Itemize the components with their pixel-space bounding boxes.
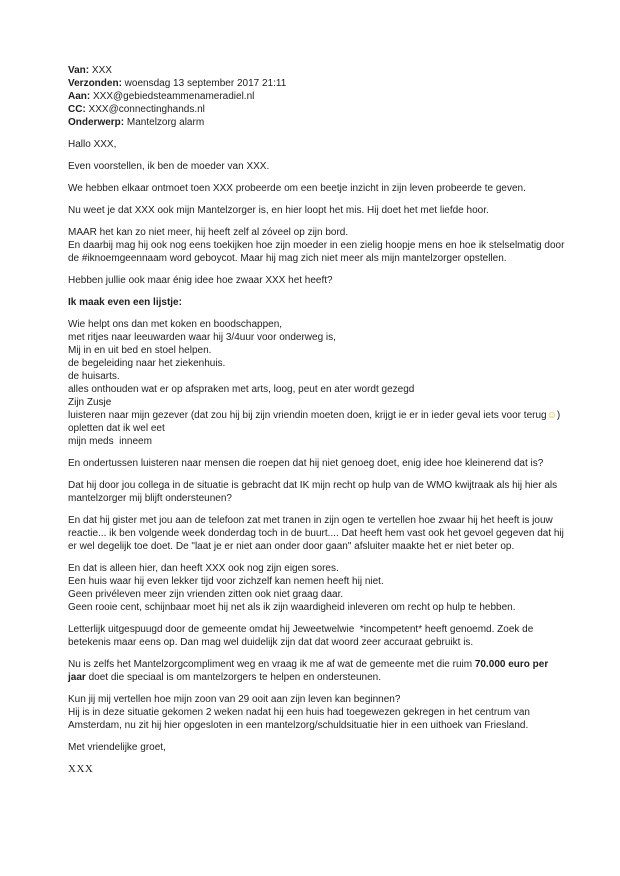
list-item: de huisarts. <box>68 371 120 382</box>
lijstje-titel-text: Ik maak even een lijstje: <box>68 297 182 308</box>
paragraph-sores <box>68 562 568 614</box>
paragraph-mantelzorger <box>68 204 568 217</box>
header-field-onderwerp <box>68 116 568 129</box>
paragraph-maar <box>68 226 568 265</box>
header-label-verzonden: Verzonden: <box>68 78 122 89</box>
header-label-van: Van: <box>68 65 90 76</box>
compliment-text-before: Nu is zelfs het Mantelzorgcompliment weg en vraag ik me af wat de gemeente met die ruim <box>68 659 475 670</box>
sores-line-2: Een huis waar hij even lekker tijd voor zichzelf kan nemen heeft hij niet. <box>68 576 384 587</box>
zoon-line-1: Kun jij mij vertellen hoe mijn zoon van 29 ooit aan zijn leven kan beginnen? <box>68 694 401 705</box>
greeting-text: Hallo XXX, <box>68 139 117 150</box>
groet-text: Met vriendelijke groet, <box>68 742 166 753</box>
paragraph-greeting <box>68 138 568 151</box>
list-item: mijn meds inneem <box>68 436 152 447</box>
compliment-line <box>68 658 568 684</box>
paragraph-compliment <box>68 658 568 684</box>
maar-line-1: MAAR het kan zo niet meer, hij heeft zelf al zóveel op zijn bord. <box>68 227 349 238</box>
header-field-cc <box>68 103 568 116</box>
header-label-cc: CC: <box>68 104 86 115</box>
paragraph-lijstje-titel <box>68 296 568 309</box>
smiley-emoji: ☺ <box>546 410 557 421</box>
maar-line-2: En daarbij mag hij ook nog eens toekijken hoe zijn moeder in een zielig hoopje mens en hoe ik stelselmatig door de #iknoemgeennaam word geboycot. Maar hij mag zich niet meer als mijn mantelzorger opstellen. <box>68 240 568 264</box>
uitgespuugd-text: Letterlijk uitgespuugd door de gemeente omdat hij Jeweetwelwie *incompetent* heeft genoemd. Zoek de betekenis maar eens op. Dan mag wel duidelijk zijn dat dat woord zeer accuraat gebruikt is. <box>68 624 537 648</box>
list-block <box>68 318 568 448</box>
paragraph-zwaar-vraag <box>68 274 568 287</box>
header-label-aan: Aan: <box>68 91 91 102</box>
header-value-aan: XXX@gebiedsteammenameradiel.nl <box>90 91 255 102</box>
list-item: Zijn Zusje <box>68 397 112 408</box>
list-item: met ritjes naar leeuwarden waar hij 3/4uur voor onderweg is, <box>68 332 336 343</box>
paragraph-intro <box>68 160 568 173</box>
list-item: opletten dat ik wel eet <box>68 423 165 434</box>
header-field-verzonden <box>68 77 568 90</box>
header-value-verzonden: woensdag 13 september 2017 21:11 <box>121 78 287 89</box>
header-value-van: XXX <box>89 65 112 76</box>
header-field-aan <box>68 90 568 103</box>
sores-line-3: Geen privéleven meer zijn vrienden zitten ook niet graag daar. <box>68 589 344 600</box>
zwaar-vraag-text: Hebben jullie ook maar énig idee hoe zwaar XXX het heeft? <box>68 275 333 286</box>
zoon-line-2: Hij is in deze situatie gekomen 2 weken nadat hij een huis had toegewezen gekregen in het centrum van Amsterdam, nu zit hij hier opgesloten in een mantelzorg/schuldsituatie hier in een uithoek van Friesland. <box>68 707 533 731</box>
wmo-text: Dat hij door jou collega in de situatie is gebracht dat IK mijn recht op hulp van de WMO kwijtraak als hij hier als mantelzorger mij blijft ondersteunen? <box>68 480 560 504</box>
paragraph-zoon <box>68 693 568 732</box>
paragraph-groet <box>68 741 568 754</box>
header-field-van <box>68 64 568 77</box>
mantelzorger-text: Nu weet je dat XXX ook mijn Mantelzorger is, en hier loopt het mis. Hij doet het met liefde hoor. <box>68 205 489 216</box>
telefoon-text: En dat hij gister met jou aan de telefoon zat met tranen in zijn ogen te vertellen hoe zwaar hij het heeft is jouw reactie... ik ben volgende week donderdag toch in de buurt.... Dat heeft hem vast ook het gevoel gegeven dat hij er wel degelijk toe doet. De "laat je er niet aan onder door gaan" afsluiter maakte het er niet beter op. <box>68 515 567 552</box>
paragraph-ondertussen <box>68 457 568 470</box>
email-header <box>68 64 568 129</box>
list-item-gezever <box>68 409 568 422</box>
sores-line-1: En dat is alleen hier, dan heeft XXX ook nog zijn eigen sores. <box>68 563 339 574</box>
compliment-amount-bold: 70.000 euro per jaar <box>68 659 552 683</box>
header-value-onderwerp: Mantelzorg alarm <box>124 117 205 128</box>
paragraph-uitgespuugd <box>68 623 568 649</box>
paragraph-telefoon <box>68 514 568 553</box>
gezever-close-paren: ) <box>556 410 561 421</box>
compliment-text-after: doet die speciaal is om mantelzorgers te helpen en ondersteunen. <box>85 672 381 683</box>
ondertussen-text: En ondertussen luisteren naar mensen die roepen dat hij niet genoeg doet, enig idee hoe kleinerend dat is? <box>68 458 544 469</box>
list-item: alles onthouden wat er op afspraken met arts, loog, peut en ater wordt gezegd <box>68 384 415 395</box>
list-item: Wie helpt ons dan met koken en boodschappen, <box>68 319 283 330</box>
paragraph-meeting <box>68 182 568 195</box>
paragraph-wmo <box>68 479 568 505</box>
header-value-cc: XXX@connectinghands.nl <box>85 104 205 115</box>
header-label-onderwerp: Onderwerp: <box>68 117 125 128</box>
list-item: Mij in en uit bed en stoel helpen. <box>68 345 212 356</box>
meeting-text: We hebben elkaar ontmoet toen XXX probeerde om een beetje inzicht in zijn leven probeerde te geven. <box>68 183 526 194</box>
email-content <box>68 64 568 785</box>
signature-block <box>68 763 568 776</box>
gezever-text: luisteren naar mijn gezever (dat zou hij bij zijn vriendin moeten doen, krijgt ie er in ieder geval iets voor terug <box>68 410 547 421</box>
list-item: de begeleiding naar het ziekenhuis. <box>68 358 226 369</box>
sores-line-4: Geen rooie cent, schijnbaar moet hij net als ik zijn waardigheid inleveren om recht op hulp te hebben. <box>68 602 516 613</box>
signature-text: XXX <box>68 763 94 775</box>
intro-text: Even voorstellen, ik ben de moeder van XXX. <box>68 161 270 172</box>
